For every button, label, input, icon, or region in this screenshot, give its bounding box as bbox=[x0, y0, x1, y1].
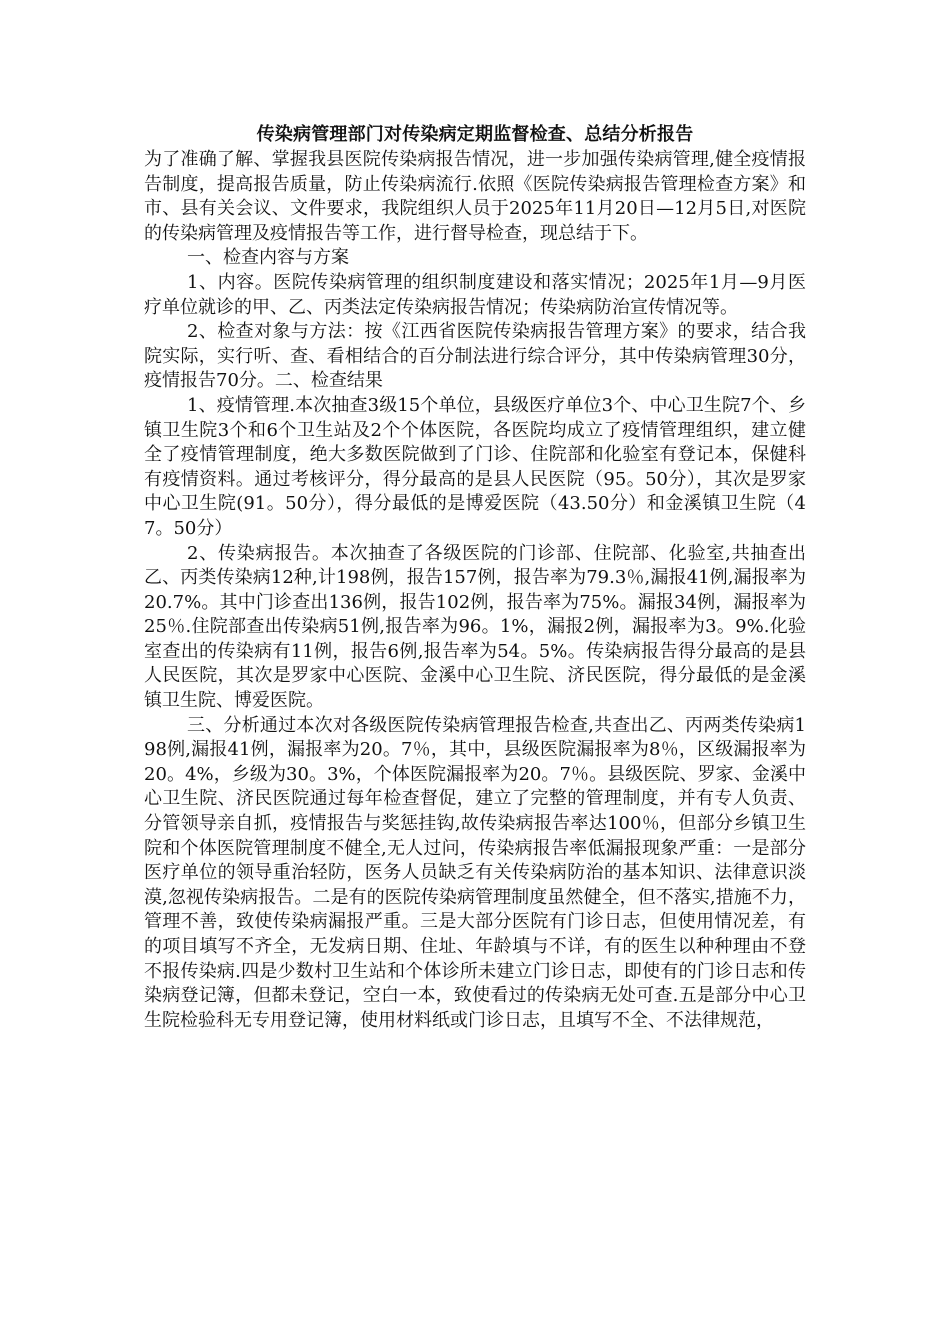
body-paragraph: 为了准确了解、掌握我县医院传染病报告情况，进一步加强传染病管理,健全疫情报告制度，提高报告质量，防止传染病流行.依照《医院传染病报告管理检查方案》和市、县有关会议、文件要求，我院组织人员于2025年11月20日—12月5日,对医院的传染病管理及疫情报告等工作，进行督导检查，现总结于下。 bbox=[144, 149, 806, 244]
body-paragraph: 2、检查对象与方法：按《江西省医院传染病报告管理方案》的要求，结合我院实际，实行听、查、看相结合的百分制法进行综合评分，其中传染病管理30分，疫情报告70分。二、检查结果 bbox=[144, 321, 806, 392]
body-paragraph: 2、传染病报告。本次抽查了各级医院的门诊部、住院部、化验室,共抽查出乙、丙类传染病12种,计198例，报告157例，报告率为79.3％,漏报41例,漏报率为20.7%。其中门诊查出136例，报告102例，报告率为75%。漏报34例，漏报率为25％.住院部查出传染病51例,报告率为96。1%，漏报2例，漏报率为3。9%.化验室查出的传染病有11例，报告6例,报告率为54。5%。传染病报告得分最高的是县人民医院，其次是罗家中心医院、金溪中心卫生院、济民医院，得分最低的是金溪镇卫生院、博爱医院。 bbox=[144, 542, 807, 712]
body-paragraph: 三、分析通过本次对各级医院传染病管理报告检查,共查出乙、丙两类传染病198例,漏报41例，漏报率为20。7％，其中，县级医院漏报率为8％，区级漏报率为20。4%，乡级为30。3%，个体医院漏报率为20。7％。县级医院、罗家、金溪中心卫生院、济民医院通过每年检查督促，建立了完整的管理制度，并有专人负责、分管领导亲自抓，疫情报告与奖惩挂钩,故传染病报告率达100％，但部分乡镇卫生院和个体医院管理制度不健全,无人过问，传染病报告率低漏报现象严重：一是部分医疗单位的领导重治轻防，医务人员缺乏有关传染病防治的基本知识、法律意识淡漠,忽视传染病报告。二是有的医院传染病管理制度虽然健全，但不落实,措施不力，管理不善，致使传染病漏报严重。三是大部分医院有门诊日志，但使用情况差，有的项目填写不齐全，无发病日期、住址、年龄填与不详，有的医生以种种理由不登不报传染病.四是少数村卫生站和个体诊所未建立门诊日志，即使有的门诊日志和传染病登记簿，但都未登记，空白一本，致使看过的传染病无处可查.五是部分中心卫生院检验科无专用登记簿，使用材料纸或门诊日志，且填写不全、不法律规范， bbox=[144, 714, 806, 1031]
document-title: 传染病管理部门对传染病定期监督检查、总结分析报告 bbox=[256, 124, 694, 145]
body-paragraph: 一、检查内容与方案 bbox=[187, 247, 349, 269]
body-paragraph: 1、疫情管理.本次抽查3级15个单位，县级医疗单位3个、中心卫生院7个、乡镇卫生院3个和6个卫生站及2个个体医院，各医院均成立了疫情管理组织，建立健全了疫情管理制度，绝大多数医院做到了门诊、住院部和化验室有登记本，保健科有疫情资料。通过考核评分，得分最高的是县人民医院（95。50分），其次是罗家中心卫生院(91。50分），得分最低的是博爱医院（43.50分）和金溪镇卫生院（47。50分） bbox=[144, 394, 806, 539]
body-paragraph: 1、内容。医院传染病管理的组织制度建设和落实情况；2025年1月—9月医疗单位就诊的甲、乙、丙类法定传染病报告情况；传染病防治宣传情况等。 bbox=[144, 271, 806, 318]
document-page bbox=[144, 122, 806, 1033]
document-body bbox=[144, 148, 806, 1033]
